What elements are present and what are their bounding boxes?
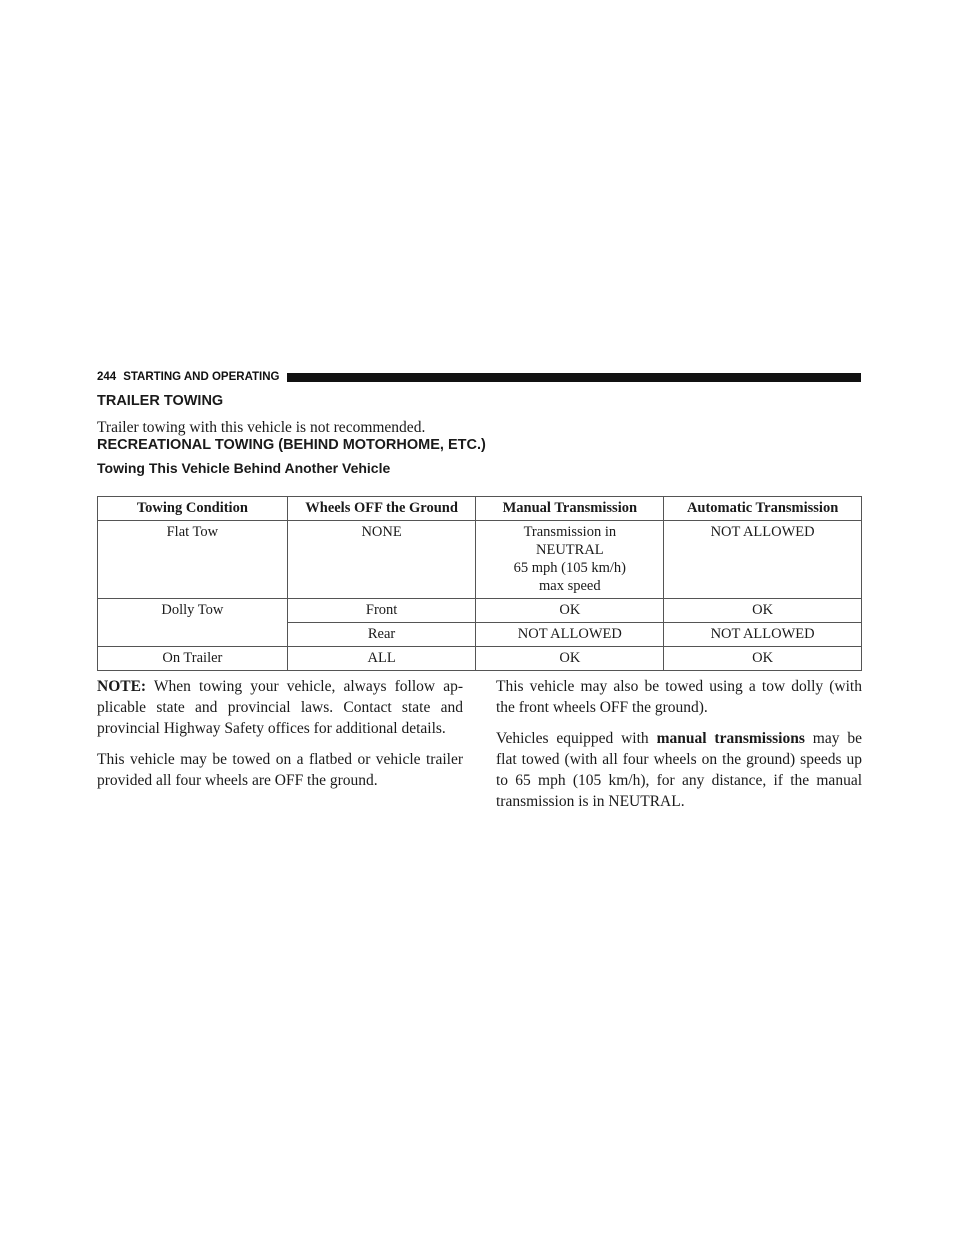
flat-tow-wheels: NONE [287, 521, 476, 599]
table-row-on-trailer [98, 647, 862, 671]
dolly-rear-manual: NOT ALLOWED [476, 623, 664, 647]
on-trailer-wheels: ALL [287, 647, 476, 671]
dolly-front-manual: OK [476, 599, 664, 623]
header-towing-condition: Towing Condition [98, 497, 288, 521]
flat-tow-manual-line1: Transmission in [523, 524, 617, 540]
flat-tow-manual [476, 521, 664, 599]
on-trailer-condition: On Trailer [98, 647, 288, 671]
trailer-towing-heading: TRAILER TOWING [97, 393, 224, 409]
note-text: When towing your vehicle, always follow applicable state and provincial laws. Contact state and provincial Highway Safety offices for additional details. [97, 678, 463, 737]
flatbed-paragraph: This vehicle may be towed on a flatbed or vehicle trailer provided all four wheels are OFF the ground. [97, 751, 463, 789]
flat-tow-automatic: NOT ALLOWED [664, 521, 862, 599]
manual-transmission-paragraph [496, 728, 862, 812]
trailer-towing-text: Trailer towing with this vehicle is not recommended. [97, 419, 426, 436]
towing-table [97, 496, 862, 671]
flat-tow-manual-line4: max speed [539, 578, 601, 594]
manual-para-bold: manual transmissions [656, 730, 805, 747]
flat-tow-condition: Flat Tow [98, 521, 288, 599]
recreational-towing-heading: RECREATIONAL TOWING (BEHIND MOTORHOME, ETC.) [97, 437, 486, 453]
dolly-rear-automatic: NOT ALLOWED [664, 623, 862, 647]
note-paragraph [97, 676, 463, 739]
right-column [496, 676, 862, 822]
header-automatic-transmission: Automatic Transmission [664, 497, 862, 521]
header-manual-transmission: Manual Transmission [476, 497, 664, 521]
dolly-front-automatic: OK [664, 599, 862, 623]
header-rule [287, 373, 862, 382]
towing-subheading: Towing This Vehicle Behind Another Vehicle [97, 460, 391, 476]
table-row-dolly-front [98, 599, 862, 623]
manual-para-prefix: Vehicles equipped with [496, 730, 657, 747]
table-header-row [98, 497, 862, 521]
dolly-rear-wheels: Rear [287, 623, 476, 647]
flat-tow-manual-line3: 65 mph (105 km/h) [513, 560, 627, 576]
page-header [97, 371, 861, 383]
on-trailer-automatic: OK [664, 647, 862, 671]
section-header-title: STARTING AND OPERATING [123, 371, 280, 383]
header-wheels-off: Wheels OFF the Ground [287, 497, 476, 521]
note-label: NOTE: [97, 678, 147, 695]
manual-para-suffix: may be flat towed (with all four wheels on the ground) speeds up to 65 mph (105 km/h), for any distance, if the manual transmission is in NEUTRAL. [496, 730, 862, 810]
table-row-flat-tow [98, 521, 862, 599]
on-trailer-manual: OK [476, 647, 664, 671]
dolly-tow-condition: Dolly Tow [98, 599, 288, 647]
page-number: 244 [97, 371, 117, 383]
tow-dolly-paragraph: This vehicle may also be towed using a tow dolly (with the front wheels OFF the ground). [496, 678, 862, 716]
flat-tow-manual-line2: NEUTRAL [535, 542, 604, 558]
left-column [97, 676, 463, 801]
dolly-front-wheels: Front [287, 599, 476, 623]
